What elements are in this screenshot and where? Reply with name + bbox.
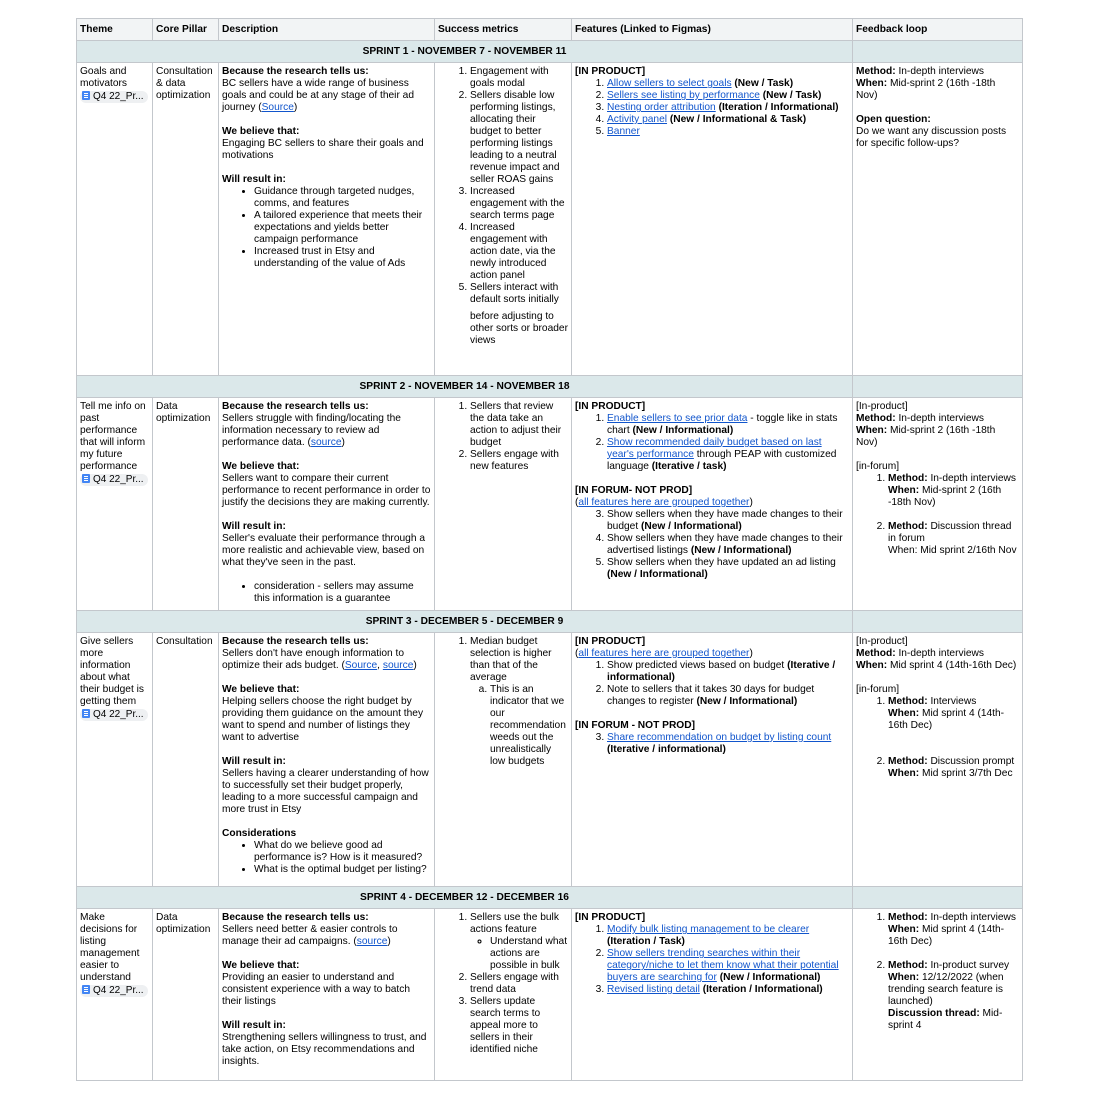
s2-doc-chip-label: Q4 22_Pr...	[93, 473, 144, 485]
s3-feedback-method: Method: In-depth interviews	[856, 647, 984, 659]
s1-pillar: Consultation & data optimization	[156, 66, 213, 102]
sprint-4-banner-empty-cell[interactable]	[853, 887, 1023, 909]
list-item: • What is the optimal budget per listing?	[254, 864, 431, 876]
s1-features-cell[interactable]	[572, 63, 853, 375]
s2-theme: Tell me info on past performance that will inform my future performance	[80, 400, 146, 472]
list-item: • Guidance through targeted nudges, comms, and features	[254, 186, 431, 210]
s2-group-link[interactable]: all features here are grouped together	[578, 496, 750, 508]
s4-source-link[interactable]: source	[356, 936, 388, 948]
s4-feature-link[interactable]: Modify bulk listing management to be clearer	[607, 924, 810, 936]
sprint-1-banner-row	[77, 41, 1023, 63]
s2-features-heading-forum: [IN FORUM- NOT PROD]	[575, 484, 693, 496]
doc-icon	[82, 474, 90, 483]
s3-features-heading: [IN PRODUCT]	[575, 635, 646, 647]
header-row	[77, 19, 1023, 41]
s2-feature-link[interactable]: Enable sellers to see prior data	[607, 412, 748, 424]
s4-desc-heading-believe: We believe that:	[222, 960, 300, 972]
s3-desc-heading-research: Because the research tells us:	[222, 635, 369, 647]
list-item: 5. Sellers interact with default sorts initially	[470, 282, 568, 306]
s2-features-cell[interactable]	[572, 397, 853, 610]
s2-feedback-list	[856, 473, 1019, 557]
list-item: • A tailored experience that meets their expectations and yields better campaign performance	[254, 210, 431, 246]
s3-desc-considerations-list	[222, 840, 431, 876]
s2-feature-link[interactable]: Show recommended daily budget based on last year's performance	[607, 436, 822, 460]
s1-desc-believe-text: Engaging BC sellers to share their goals and motivations	[222, 138, 424, 162]
s3-theme-cell[interactable]	[77, 632, 153, 886]
sprint-3-row	[77, 632, 1023, 886]
s1-desc-heading-research: Because the research tells us:	[222, 66, 369, 78]
doc-icon	[82, 709, 90, 718]
s4-theme: Make decisions for listing management easier to understand	[80, 912, 140, 984]
s3-theme: Give sellers more information about what their budget is getting them	[80, 635, 144, 707]
sprint-3-banner-empty-cell[interactable]	[853, 610, 1023, 632]
list-item: 1. Enable sellers to see prior data - toggle like in stats chart (New / Informational)	[607, 413, 849, 437]
list-item: 3. Share recommendation on budget by listing count (Iterative / informational)	[607, 732, 849, 756]
sprint-1-banner[interactable]: SPRINT 1 - NOVEMBER 7 - NOVEMBER 11	[77, 41, 853, 63]
s2-description-cell[interactable]	[219, 397, 435, 610]
s2-feedback-cell[interactable]	[853, 397, 1023, 610]
s3-pillar: Consultation	[156, 635, 213, 647]
s3-doc-chip-label: Q4 22_Pr...	[93, 708, 144, 720]
s4-features-heading: [IN PRODUCT]	[575, 912, 646, 924]
s1-metrics-list	[438, 66, 568, 306]
list-item: 2. Show recommended daily budget based on last year's performance through PEAP with customized language (Iterative / task)	[607, 437, 849, 473]
s3-metrics-cell[interactable]	[435, 632, 572, 886]
list-item: 5. Show sellers when they have updated an ad listing (New / Informational)	[607, 557, 849, 581]
list-item: • Increased trust in Etsy and understanding of the value of Ads	[254, 246, 431, 270]
s2-desc-result-text: Seller's evaluate their performance through a more realistic and achievable view, based on what they've seen in the past.	[222, 532, 425, 568]
s1-desc-research-text: BC sellers have a wide range of business goals and could be at any stage of their ad journey (Source)	[222, 78, 415, 114]
sprint-3-banner[interactable]: SPRINT 3 - DECEMBER 5 - DECEMBER 9	[77, 610, 853, 632]
s3-desc-heading-believe: We believe that:	[222, 683, 300, 695]
header-core-pillar[interactable]: Core Pillar	[153, 19, 219, 41]
s3-desc-result-text: Sellers having a clearer understanding of how to successfully set their budget properly, leading to a more successful campaign and more trust in Etsy	[222, 767, 429, 815]
s3-desc-research-text: Sellers don't have enough information to optimize their ads budget. (Source, source)	[222, 647, 417, 671]
s2-desc-heading-research: Because the research tells us:	[222, 400, 369, 412]
s2-desc-believe-text: Sellers want to compare their current performance to recent performance in order to justify the decisions they are making currently.	[222, 472, 431, 508]
s1-features-list	[575, 78, 849, 138]
s1-features-heading: [IN PRODUCT]	[575, 66, 646, 78]
s3-source-link-2[interactable]: source	[382, 659, 414, 671]
s3-feature-link[interactable]: Share recommendation on budget by listing count	[607, 731, 832, 743]
s2-doc-chip[interactable]	[80, 474, 148, 486]
s4-feature-link[interactable]: Revised listing detail	[607, 984, 700, 996]
s3-metrics-sublist	[470, 684, 568, 768]
header-feedback-loop[interactable]: Feedback loop	[853, 19, 1023, 41]
list-item: 2. Method: In-product survey When: 12/12/2022 (when trending search feature is launched) Discussion thread: Mid-sprint 4	[888, 960, 1019, 1032]
s3-group-link[interactable]: all features here are grouped together	[578, 647, 750, 659]
s1-feedback-cell[interactable]	[853, 63, 1023, 375]
s1-feedback-question-label: Open question:	[856, 114, 931, 126]
s3-features-list-product	[575, 660, 849, 708]
s4-metrics-cell[interactable]	[435, 909, 572, 1081]
list-item: 1. Method: In-depth interviews When: Mid-sprint 2 (16th -18th Nov)	[888, 473, 1019, 521]
s1-pillar-cell[interactable]	[153, 63, 219, 375]
list-item: a. This is an indicator that we our recommendation weeds out the unrealistically low budgets	[490, 684, 568, 768]
s4-desc-heading-research: Because the research tells us:	[222, 912, 369, 924]
s2-source-link[interactable]: source	[310, 436, 342, 448]
s3-feedback-when: When: Mid sprint 4 (14th-16th Dec)	[856, 659, 1017, 671]
s2-desc-heading-result: Will result in:	[222, 520, 286, 532]
s4-pillar: Data optimization	[156, 912, 211, 936]
s1-desc-heading-result: Will result in:	[222, 174, 286, 186]
list-item: 2. Sellers see listing by performance (New / Task)	[607, 90, 849, 102]
s3-pillar-cell[interactable]	[153, 632, 219, 886]
s3-description-cell[interactable]	[219, 632, 435, 886]
sprint-4-banner[interactable]: SPRINT 4 - DECEMBER 12 - DECEMBER 16	[77, 887, 853, 909]
list-item: 2. Show sellers trending searches within their category/niche to let them know what their potential buyers are searching for (New / Informational)	[607, 948, 849, 984]
list-item: 1. Allow sellers to select goals (New / Task)	[607, 78, 849, 90]
doc-icon	[82, 985, 90, 994]
sprint-1-row	[77, 63, 1023, 375]
s1-desc-heading-believe: We believe that:	[222, 126, 300, 138]
list-item: 1. Method: In-depth interviews When: Mid sprint 4 (14th-16th Dec)	[888, 912, 1019, 960]
s1-feature-link[interactable]: Banner	[607, 126, 640, 138]
list-item: 3. Sellers update search terms to appeal more to sellers in their identified niche	[470, 996, 568, 1056]
s1-feedback-method: Method: In-depth interviews	[856, 66, 984, 78]
s2-features-list-product	[575, 413, 849, 473]
s4-metrics-list	[438, 912, 568, 1056]
s1-theme-cell[interactable]	[77, 63, 153, 375]
s1-description-cell[interactable]	[219, 63, 435, 375]
s4-desc-believe-text: Providing an easier to understand and consistent experience with a way to batch their listings	[222, 972, 411, 1008]
s4-doc-chip-label: Q4 22_Pr...	[93, 985, 144, 997]
list-item: ◦ Understand what actions are possible in bulk	[490, 936, 568, 972]
header-features[interactable]: Features (Linked to Figmas)	[572, 19, 853, 41]
s3-feedback-inforum: [in-forum]	[856, 683, 900, 695]
list-item: 2. Method: Discussion thread in forum When: Mid sprint 2/16th Nov	[888, 521, 1019, 557]
sprint-2-banner[interactable]: SPRINT 2 - NOVEMBER 14 - NOVEMBER 18	[77, 375, 853, 397]
list-item: 2. Sellers disable low performing listings, allocating their budget to better performing listings leading to a neutral revenue impact and seller ROAS gains	[470, 90, 568, 186]
s2-features-list-forum	[575, 509, 849, 581]
list-item: 4. Activity panel (New / Informational & Task)	[607, 114, 849, 126]
s4-feedback-list	[856, 912, 1019, 1032]
sprint-2-banner-empty-cell[interactable]	[853, 375, 1023, 397]
s2-desc-research-text: Sellers struggle with finding/locating the information necessary to review ad performance data. (source)	[222, 412, 401, 448]
s1-source-link[interactable]: Source	[261, 102, 294, 114]
list-item: 3. Revised listing detail (Iteration / Informational)	[607, 984, 849, 996]
s4-feedback-cell[interactable]	[853, 909, 1023, 1081]
sprint-3-banner-row	[77, 610, 1023, 632]
s4-feature-link[interactable]: Show sellers trending searches within their category/niche to let them know what their potential buyers are searching for	[607, 948, 839, 984]
s3-feedback-list	[856, 696, 1019, 780]
s1-doc-chip-label: Q4 22_Pr...	[93, 91, 144, 103]
s1-metric-continued: before adjusting to other sorts or broader views	[470, 311, 568, 347]
list-item: 1. Engagement with goals modal	[470, 66, 568, 90]
s4-pillar-cell[interactable]	[153, 909, 219, 1081]
s3-desc-heading-result: Will result in:	[222, 755, 286, 767]
list-item: 1. Sellers that review the data take an action to adjust their budget	[470, 401, 568, 449]
product-roadmap-table	[76, 18, 1023, 1081]
s3-features-group-note: (all features here are grouped together)	[575, 647, 753, 659]
s4-features-list	[575, 924, 849, 996]
s2-feedback-inforum: [in-forum]	[856, 460, 900, 472]
s2-pillar-cell[interactable]	[153, 397, 219, 610]
s3-feedback-cell[interactable]	[853, 632, 1023, 886]
s2-desc-heading-believe: We believe that:	[222, 460, 300, 472]
s2-features-heading: [IN PRODUCT]	[575, 400, 646, 412]
s1-feature-link[interactable]: Activity panel	[607, 114, 668, 126]
s1-feedback-when: When: Mid-sprint 2 (16th -18th Nov)	[856, 78, 996, 102]
s3-desc-believe-text: Helping sellers choose the right budget by providing them guidance on the amount they want to spend and number of listings they want to advertise	[222, 695, 424, 743]
s2-pillar: Data optimization	[156, 400, 211, 424]
s1-feature-link[interactable]: Nesting order attribution	[607, 102, 716, 114]
s1-desc-result-list	[222, 186, 431, 270]
s2-metrics-cell[interactable]	[435, 397, 572, 610]
header-description[interactable]: Description	[219, 19, 435, 41]
s2-feedback-inproduct: [In-product]	[856, 400, 908, 412]
sprint-4-row	[77, 909, 1023, 1081]
s1-feedback-question: Do we want any discussion posts for specific follow-ups?	[856, 126, 1007, 150]
list-item: 2. Sellers engage with new features	[470, 449, 568, 473]
list-item: 3. Increased engagement with the search terms page	[470, 186, 568, 222]
s3-features-list-forum	[575, 732, 849, 756]
s3-doc-chip[interactable]	[80, 709, 148, 721]
s3-features-heading-forum: [IN FORUM - NOT PROD]	[575, 719, 695, 731]
s3-desc-heading-considerations: Considerations	[222, 827, 297, 839]
s1-feature-link[interactable]: Sellers see listing by performance	[607, 90, 760, 102]
s4-metrics-sublist	[470, 936, 568, 972]
sprint-2-row	[77, 397, 1023, 610]
list-item: 2. Method: Discussion prompt When: Mid sprint 3/7th Dec	[888, 756, 1019, 780]
s1-doc-chip[interactable]	[80, 91, 148, 103]
header-success-metrics[interactable]: Success metrics	[435, 19, 572, 41]
list-item	[607, 126, 849, 138]
s4-desc-research-text: Sellers need better & easier controls to manage their ad campaigns. (source)	[222, 924, 398, 948]
list-item: 1. Modify bulk listing management to be clearer (Iteration / Task)	[607, 924, 849, 948]
s1-feature-link[interactable]: Allow sellers to select goals	[607, 78, 732, 90]
s4-doc-chip[interactable]	[80, 985, 148, 997]
list-item: 4. Increased engagement with action date, via the newly introduced action panel	[470, 222, 568, 282]
list-item: 1. Sellers use the bulk actions feature ◦ Understand what actions are possible in bulk	[470, 912, 568, 972]
list-item: 3. Nesting order attribution (Iteration / Informational)	[607, 102, 849, 114]
s4-features-cell[interactable]	[572, 909, 853, 1081]
sprint-1-banner-empty-cell[interactable]	[853, 41, 1023, 63]
s2-feedback-method: Method: In-depth interviews	[856, 412, 984, 424]
list-item: 1. Median budget selection is higher than that of the average a. This is an indicator that we our recommendation weeds out the unrealistically low budgets	[470, 636, 568, 768]
s4-desc-result-text: Strengthening sellers willingness to trust, and take action, on Etsy recommendations and insights.	[222, 1032, 427, 1068]
list-item: • consideration - sellers may assume this information is a guarantee	[254, 581, 431, 605]
doc-icon	[82, 91, 90, 100]
list-item: 4. Show sellers when they have made changes to their advertised listings (New / Informational)	[607, 533, 849, 557]
s3-source-link-1[interactable]: Source	[344, 659, 378, 671]
sprint-4-banner-row	[77, 887, 1023, 909]
s1-theme: Goals and motivators	[80, 66, 127, 90]
s1-metrics-cell[interactable]	[435, 63, 572, 375]
s3-features-cell[interactable]	[572, 632, 853, 886]
list-item: 2. Note to sellers that it takes 30 days for budget changes to register (New / Informational)	[607, 684, 849, 708]
s2-metrics-list	[438, 401, 568, 473]
header-theme[interactable]: Theme	[77, 19, 153, 41]
list-item: • What do we believe good ad performance is? How is it measured?	[254, 840, 431, 864]
list-item: 3. Show sellers when they have made changes to their budget (New / Informational)	[607, 509, 849, 533]
sprint-2-banner-row	[77, 375, 1023, 397]
list-item: 1. Show predicted views based on budget (Iterative / informational)	[607, 660, 849, 684]
s2-feedback-when: When: Mid-sprint 2 (16th -18th Nov)	[856, 424, 996, 448]
s3-feedback-inproduct: [In-product]	[856, 635, 908, 647]
list-item: 2. Sellers engage with trend data	[470, 972, 568, 996]
s2-features-group-note: (all features here are grouped together)	[575, 496, 753, 508]
s4-description-cell[interactable]	[219, 909, 435, 1081]
s4-theme-cell[interactable]	[77, 909, 153, 1081]
list-item: 1. Method: Interviews When: Mid sprint 4 (14th-16th Dec)	[888, 696, 1019, 756]
s4-desc-heading-result: Will result in:	[222, 1020, 286, 1032]
s2-theme-cell[interactable]	[77, 397, 153, 610]
s3-metrics-list	[438, 636, 568, 768]
s2-desc-consideration-list	[222, 581, 431, 605]
